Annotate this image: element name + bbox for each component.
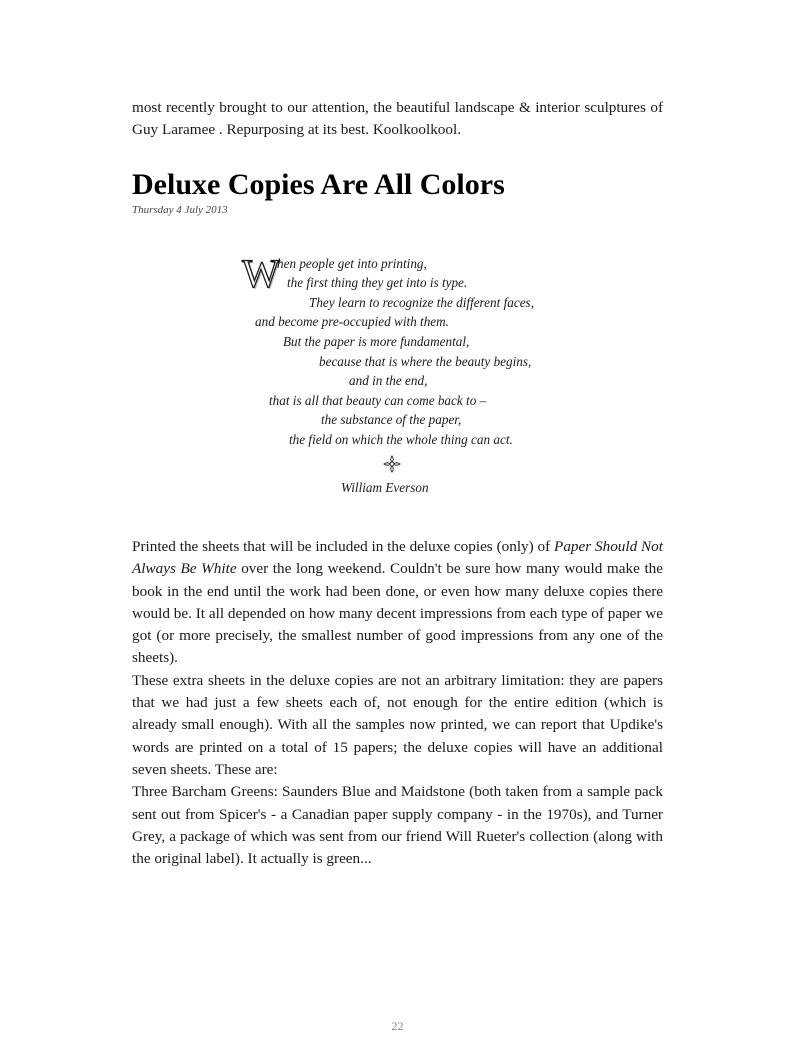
poem-line: hen people get into printing,	[277, 256, 427, 271]
poem-drop-cap: W	[242, 251, 280, 296]
poem-line: the substance of the paper,	[321, 412, 462, 427]
poem-line: the field on which the whole thing can act.	[289, 432, 513, 447]
intro-text: most recently brought to our attention, the beautiful landscape & interior sculptures of Guy Laramee . Repurposing at its best. Koolkoolkool.	[132, 99, 663, 139]
poem-line: But the paper is more fundamental,	[283, 334, 470, 349]
poem-line: because that is where the beauty begins,	[319, 354, 532, 369]
body-paragraph: These extra sheets in the deluxe copies are not an arbitrary limitation: they are papers that we had just a few sheets each of, not enough for the entire edition (which is already small enough). With all the samples now printed, we can report that Updike's words are printed on a total of 15 papers; the deluxe copies will have an additional seven sheets. These are:	[132, 671, 663, 778]
poem-line: and become pre-occupied with them.	[255, 314, 449, 329]
page-number: 22	[391, 1019, 404, 1033]
body-text-segment: over the long weekend. Couldn't be sure how many would make the book in the end until the work had been done, or even how many deluxe copies there would be. It all depended on how many decent impressions from each type of paper we got (or more precisely, the smallest number of good impressions from any one of the sheets).	[132, 560, 664, 667]
body-paragraph: Three Barcham Greens: Saunders Blue and Maidstone (both taken from a sample pack sent out from Spicer's - a Canadian paper supply company - in the 1970s), and Turner Grey, a package of which was sent from our friend Will Rueter's collection (along with the original label). It actually is green...	[132, 783, 663, 868]
post-title: Deluxe Copies Are All Colors	[132, 168, 505, 201]
poem-attribution: William Everson	[341, 480, 429, 495]
body-paragraph	[132, 536, 663, 670]
book-title: Paper Should Not Always Be White	[132, 538, 663, 578]
body-text-segment: Printed the sheets that will be included in the deluxe copies (only) of	[132, 538, 555, 555]
fleuron-icon	[383, 455, 401, 473]
poem-line: the first thing they get into is type.	[287, 275, 468, 290]
post-date: Thursday 4 July 2013	[132, 204, 228, 216]
post-body	[132, 536, 663, 870]
poem-line: that is all that beauty can come back to –	[269, 393, 487, 408]
intro-paragraph	[132, 97, 663, 142]
poem-line: They learn to recognize the different faces,	[309, 295, 534, 310]
poem-line: and in the end,	[349, 373, 428, 388]
